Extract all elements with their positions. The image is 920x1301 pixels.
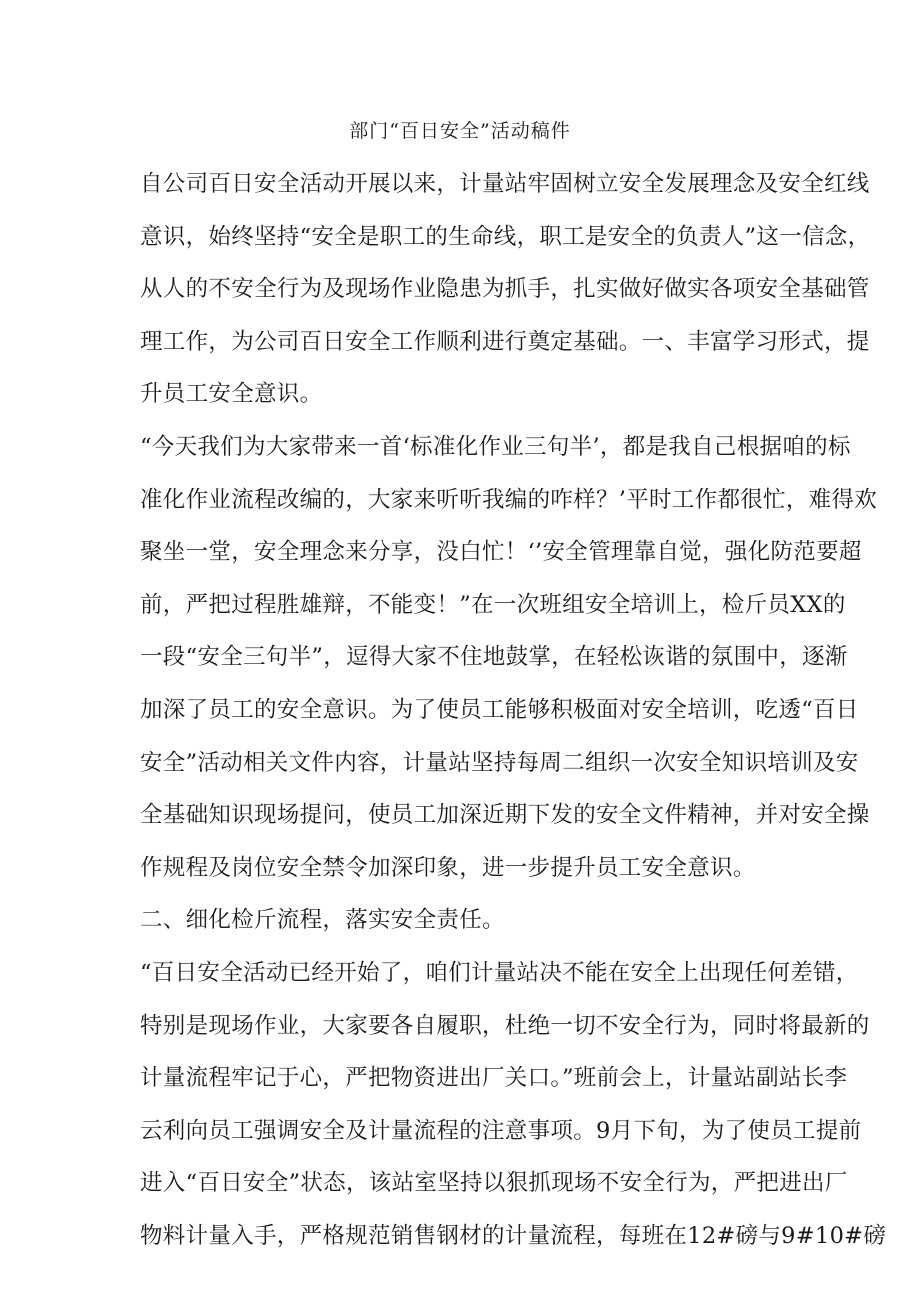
- body-line: 聚坐一堂，安全理念来分享，没白忙！‘’安全管理靠自觉，强化防范要超: [140, 539, 862, 566]
- body-line: “今天我们为大家带来一首‘标准化作业三句半’，都是我自己根据咱的标: [140, 433, 851, 460]
- body-line: 计量流程牢记于心，严把物资进出厂关口。”班前会上，计量站副站长李: [140, 1065, 848, 1092]
- body-line: 升员工安全意识。: [140, 381, 323, 408]
- body-line: 准化作业流程改编的，大家来听听我编的咋样？’平时工作都很忙，难得欢: [140, 486, 878, 513]
- body-line: 前，严把过程胜雄辩，不能变！”在一次班组安全培训上，检斤员XX的: [140, 591, 846, 618]
- body-line: 安全”活动相关文件内容，计量站坚持每周二组织一次安全知识培训及安: [140, 749, 859, 776]
- body-line: 全基础知识现场提问，使员工加深近期下发的安全文件精神，并对安全操: [140, 802, 870, 829]
- document-title: 部门“百日安全”活动稿件: [349, 120, 571, 142]
- body-line: 云利向员工强调安全及计量流程的注意事项。9月下旬，为了使员工提前: [140, 1117, 862, 1144]
- body-line: 从人的不安全行为及现场作业隐患为抓手，扎实做好做实各项安全基础管: [140, 276, 870, 303]
- body-line: 二、细化检斤流程，落实安全责任。: [140, 907, 505, 934]
- body-line: 作规程及岗位安全禁令加深印象，进一步提升员工安全意识。: [140, 854, 756, 881]
- body-line: 理工作，为公司百日安全工作顺利进行奠定基础。一、丰富学习形式，提: [140, 328, 870, 355]
- body-line: 特别是现场作业，大家要各自履职，杜绝一切不安全行为，同时将最新的: [140, 1012, 870, 1039]
- body-line: 物料计量入手，严格规范销售钢材的计量流程，每班在12#磅与9#10#磅: [140, 1222, 887, 1249]
- body-line: 一段“安全三句半”，逗得大家不住地鼓掌，在轻松诙谐的氛围中，逐渐: [140, 644, 848, 671]
- body-line: 加深了员工的安全意识。为了使员工能够积极面对安全培训，吃透“百日: [140, 696, 859, 723]
- body-line: 进入“百日安全”状态，该站室坚持以狠抓现场不安全行为，严把进出厂: [140, 1170, 848, 1197]
- body-line: “百日安全活动已经开始了，咱们计量站决不能在安全上出现任何差错，: [140, 959, 859, 986]
- body-line: 意识，始终坚持“安全是职工的生命线，职工是安全的负责人”这一信念，: [140, 223, 871, 250]
- document-body: [140, 158, 887, 1262]
- body-line: 自公司百日安全活动开展以来，计量站牢固树立安全发展理念及安全红线: [140, 171, 870, 197]
